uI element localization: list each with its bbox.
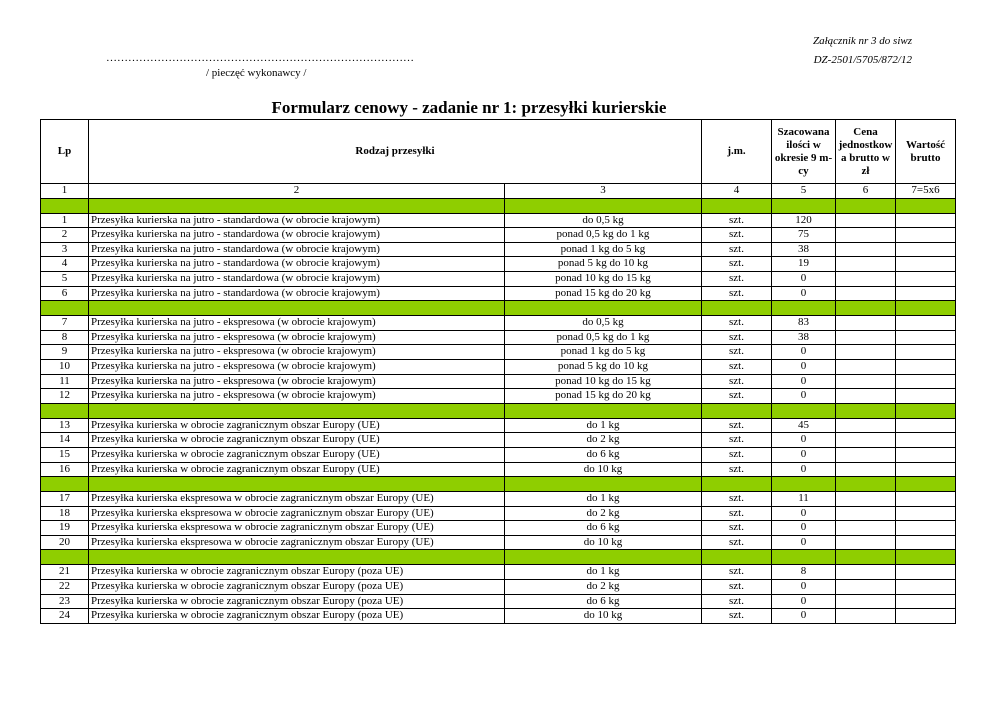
row-shipment-type: Przesyłka kurierska w obrocie zagranicznym obszar Europy (UE) — [89, 433, 505, 448]
separator-cell — [836, 403, 896, 418]
separator-cell — [505, 198, 702, 213]
row-shipment-type: Przesyłka kurierska w obrocie zagranicznym obszar Europy (poza UE) — [89, 594, 505, 609]
table-row — [41, 594, 956, 609]
separator-cell — [772, 301, 836, 316]
row-weight-range: ponad 0,5 kg do 1 kg — [505, 330, 702, 345]
row-unit-price-input[interactable] — [836, 389, 896, 404]
row-lp: 4 — [41, 257, 89, 272]
row-lp: 1 — [41, 213, 89, 228]
separator-cell — [702, 550, 772, 565]
row-unit: szt. — [702, 213, 772, 228]
table-row — [41, 609, 956, 624]
separator-cell — [896, 403, 956, 418]
separator-cell — [896, 301, 956, 316]
row-unit-price-input[interactable] — [836, 359, 896, 374]
col-header-jm: j.m. — [702, 120, 772, 184]
row-shipment-type: Przesyłka kurierska na jutro - ekspresowa (w obrocie krajowym) — [89, 389, 505, 404]
row-unit: szt. — [702, 374, 772, 389]
row-shipment-type: Przesyłka kurierska ekspresowa w obrocie zagranicznym obszar Europy (UE) — [89, 492, 505, 507]
col-number: 2 — [89, 184, 505, 199]
separator-cell — [505, 403, 702, 418]
row-shipment-type: Przesyłka kurierska na jutro - ekspresowa (w obrocie krajowym) — [89, 330, 505, 345]
table-row — [41, 447, 956, 462]
row-lp: 5 — [41, 271, 89, 286]
row-total-value-input[interactable] — [896, 580, 956, 595]
col-number: 6 — [836, 184, 896, 199]
row-estimated-qty: 45 — [772, 418, 836, 433]
row-unit: szt. — [702, 492, 772, 507]
row-estimated-qty: 0 — [772, 609, 836, 624]
row-unit: szt. — [702, 506, 772, 521]
case-number: DZ-2501/5705/872/12 — [813, 54, 912, 66]
row-total-value-input[interactable] — [896, 286, 956, 301]
row-shipment-type: Przesyłka kurierska na jutro - standardowa (w obrocie krajowym) — [89, 242, 505, 257]
separator-cell — [41, 403, 89, 418]
row-unit-price-input[interactable] — [836, 492, 896, 507]
row-weight-range: ponad 10 kg do 15 kg — [505, 271, 702, 286]
table-row — [41, 506, 956, 521]
row-shipment-type: Przesyłka kurierska w obrocie zagranicznym obszar Europy (UE) — [89, 447, 505, 462]
price-form-table — [40, 119, 956, 624]
separator-cell — [702, 301, 772, 316]
table-row — [41, 316, 956, 331]
row-unit: szt. — [702, 565, 772, 580]
row-total-value-input[interactable] — [896, 359, 956, 374]
group-separator-row — [41, 477, 956, 492]
row-unit: szt. — [702, 594, 772, 609]
row-total-value-input[interactable] — [896, 535, 956, 550]
table-row — [41, 228, 956, 243]
row-lp: 3 — [41, 242, 89, 257]
row-lp: 24 — [41, 609, 89, 624]
group-separator-row — [41, 550, 956, 565]
row-lp: 10 — [41, 359, 89, 374]
col-header-lp: Lp — [41, 120, 89, 184]
group-separator-row — [41, 198, 956, 213]
separator-cell — [836, 550, 896, 565]
row-weight-range: ponad 5 kg do 10 kg — [505, 359, 702, 374]
table-row — [41, 580, 956, 595]
row-total-value-input[interactable] — [896, 257, 956, 272]
row-estimated-qty: 19 — [772, 257, 836, 272]
separator-cell — [41, 477, 89, 492]
row-unit-price-input[interactable] — [836, 286, 896, 301]
row-unit: szt. — [702, 286, 772, 301]
row-weight-range: do 1 kg — [505, 418, 702, 433]
separator-cell — [772, 550, 836, 565]
col-number: 4 — [702, 184, 772, 199]
row-shipment-type: Przesyłka kurierska na jutro - ekspresowa (w obrocie krajowym) — [89, 359, 505, 374]
row-estimated-qty: 0 — [772, 594, 836, 609]
row-total-value-input[interactable] — [896, 242, 956, 257]
row-total-value-input[interactable] — [896, 506, 956, 521]
separator-cell — [505, 550, 702, 565]
row-weight-range: do 2 kg — [505, 580, 702, 595]
table-row — [41, 418, 956, 433]
row-weight-range: do 1 kg — [505, 492, 702, 507]
separator-cell — [896, 477, 956, 492]
row-shipment-type: Przesyłka kurierska w obrocie zagranicznym obszar Europy (poza UE) — [89, 580, 505, 595]
row-shipment-type: Przesyłka kurierska na jutro - ekspresowa (w obrocie krajowym) — [89, 374, 505, 389]
separator-cell — [41, 198, 89, 213]
group-separator-row — [41, 403, 956, 418]
row-estimated-qty: 83 — [772, 316, 836, 331]
row-weight-range: ponad 5 kg do 10 kg — [505, 257, 702, 272]
table-row — [41, 462, 956, 477]
row-weight-range: do 2 kg — [505, 506, 702, 521]
row-unit-price-input[interactable] — [836, 418, 896, 433]
row-estimated-qty: 0 — [772, 447, 836, 462]
row-unit: szt. — [702, 228, 772, 243]
row-unit: szt. — [702, 447, 772, 462]
row-lp: 11 — [41, 374, 89, 389]
row-estimated-qty: 0 — [772, 580, 836, 595]
row-shipment-type: Przesyłka kurierska na jutro - standardowa (w obrocie krajowym) — [89, 271, 505, 286]
row-weight-range: do 0,5 kg — [505, 316, 702, 331]
row-weight-range: do 0,5 kg — [505, 213, 702, 228]
separator-cell — [89, 198, 505, 213]
row-lp: 12 — [41, 389, 89, 404]
row-lp: 14 — [41, 433, 89, 448]
row-shipment-type: Przesyłka kurierska na jutro - standardowa (w obrocie krajowym) — [89, 286, 505, 301]
row-weight-range: do 6 kg — [505, 594, 702, 609]
row-unit: szt. — [702, 535, 772, 550]
row-weight-range: do 10 kg — [505, 462, 702, 477]
row-estimated-qty: 38 — [772, 330, 836, 345]
separator-cell — [89, 550, 505, 565]
row-unit-price-input[interactable] — [836, 506, 896, 521]
row-unit: szt. — [702, 316, 772, 331]
row-unit: szt. — [702, 359, 772, 374]
row-unit-price-input[interactable] — [836, 565, 896, 580]
row-unit: szt. — [702, 345, 772, 360]
contractor-stamp-label: / pieczęć wykonawcy / — [206, 67, 307, 79]
row-estimated-qty: 0 — [772, 271, 836, 286]
row-lp: 15 — [41, 447, 89, 462]
row-estimated-qty: 0 — [772, 345, 836, 360]
row-estimated-qty: 0 — [772, 359, 836, 374]
col-number: 7=5x6 — [896, 184, 956, 199]
row-lp: 7 — [41, 316, 89, 331]
row-shipment-type: Przesyłka kurierska ekspresowa w obrocie zagranicznym obszar Europy (UE) — [89, 535, 505, 550]
row-lp: 9 — [41, 345, 89, 360]
row-estimated-qty: 0 — [772, 506, 836, 521]
row-weight-range: ponad 1 kg do 5 kg — [505, 345, 702, 360]
row-lp: 13 — [41, 418, 89, 433]
table-row — [41, 433, 956, 448]
row-unit-price-input[interactable] — [836, 433, 896, 448]
row-total-value-input[interactable] — [896, 345, 956, 360]
row-estimated-qty: 0 — [772, 433, 836, 448]
table-row — [41, 242, 956, 257]
row-shipment-type: Przesyłka kurierska ekspresowa w obrocie zagranicznym obszar Europy (UE) — [89, 521, 505, 536]
row-unit-price-input[interactable] — [836, 242, 896, 257]
separator-cell — [505, 301, 702, 316]
separator-cell — [896, 198, 956, 213]
row-unit-price-input[interactable] — [836, 462, 896, 477]
row-unit: szt. — [702, 462, 772, 477]
row-lp: 22 — [41, 580, 89, 595]
row-unit-price-input[interactable] — [836, 447, 896, 462]
separator-cell — [41, 550, 89, 565]
row-total-value-input[interactable] — [896, 213, 956, 228]
col-header-total-value: Wartość brutto — [896, 120, 956, 184]
row-estimated-qty: 8 — [772, 565, 836, 580]
row-unit-price-input[interactable] — [836, 535, 896, 550]
row-total-value-input[interactable] — [896, 609, 956, 624]
row-weight-range: ponad 15 kg do 20 kg — [505, 389, 702, 404]
row-unit: szt. — [702, 580, 772, 595]
row-total-value-input[interactable] — [896, 462, 956, 477]
row-total-value-input[interactable] — [896, 565, 956, 580]
row-unit: szt. — [702, 433, 772, 448]
row-weight-range: do 10 kg — [505, 609, 702, 624]
row-unit: szt. — [702, 521, 772, 536]
separator-cell — [772, 198, 836, 213]
separator-cell — [702, 198, 772, 213]
attachment-reference: Załącznik nr 3 do siwz — [812, 35, 912, 47]
row-total-value-input[interactable] — [896, 316, 956, 331]
row-unit-price-input[interactable] — [836, 330, 896, 345]
row-total-value-input[interactable] — [896, 418, 956, 433]
row-weight-range: do 2 kg — [505, 433, 702, 448]
col-number: 1 — [41, 184, 89, 199]
row-lp: 20 — [41, 535, 89, 550]
row-total-value-input[interactable] — [896, 433, 956, 448]
table-row — [41, 492, 956, 507]
row-estimated-qty: 0 — [772, 521, 836, 536]
col-header-estimated-qty: Szacowana ilości w okresie 9 m-cy — [772, 120, 836, 184]
row-estimated-qty: 0 — [772, 374, 836, 389]
row-total-value-input[interactable] — [896, 271, 956, 286]
page-title: Formularz cenowy - zadanie nr 1: przesyłki kurierskie — [271, 98, 667, 117]
row-weight-range: ponad 1 kg do 5 kg — [505, 242, 702, 257]
separator-cell — [702, 403, 772, 418]
separator-cell — [836, 301, 896, 316]
row-shipment-type: Przesyłka kurierska ekspresowa w obrocie zagranicznym obszar Europy (UE) — [89, 506, 505, 521]
col-number: 3 — [505, 184, 702, 199]
row-unit-price-input[interactable] — [836, 271, 896, 286]
table-row — [41, 521, 956, 536]
row-weight-range: ponad 10 kg do 15 kg — [505, 374, 702, 389]
separator-cell — [836, 198, 896, 213]
row-weight-range: do 1 kg — [505, 565, 702, 580]
separator-cell — [772, 477, 836, 492]
row-lp: 8 — [41, 330, 89, 345]
table-body — [41, 198, 956, 623]
row-unit-price-input[interactable] — [836, 228, 896, 243]
row-unit: szt. — [702, 330, 772, 345]
row-total-value-input[interactable] — [896, 228, 956, 243]
group-separator-row — [41, 301, 956, 316]
row-lp: 19 — [41, 521, 89, 536]
table-row — [41, 345, 956, 360]
row-lp: 17 — [41, 492, 89, 507]
row-total-value-input[interactable] — [896, 521, 956, 536]
row-unit-price-input[interactable] — [836, 316, 896, 331]
table-row — [41, 389, 956, 404]
row-unit: szt. — [702, 242, 772, 257]
row-unit-price-input[interactable] — [836, 580, 896, 595]
row-unit-price-input[interactable] — [836, 521, 896, 536]
separator-cell — [836, 477, 896, 492]
separator-cell — [772, 403, 836, 418]
column-numbering-row — [41, 184, 956, 199]
table-row — [41, 565, 956, 580]
row-weight-range: ponad 15 kg do 20 kg — [505, 286, 702, 301]
row-estimated-qty: 0 — [772, 286, 836, 301]
table-row — [41, 257, 956, 272]
row-unit: szt. — [702, 609, 772, 624]
separator-cell — [89, 477, 505, 492]
stamp-dotted-line: ………………………………………………………………………… — [106, 52, 414, 64]
col-number: 5 — [772, 184, 836, 199]
row-weight-range: do 6 kg — [505, 447, 702, 462]
separator-cell — [41, 301, 89, 316]
row-weight-range: do 6 kg — [505, 521, 702, 536]
table-header-row — [41, 120, 956, 184]
row-shipment-type: Przesyłka kurierska na jutro - ekspresowa (w obrocie krajowym) — [89, 316, 505, 331]
row-weight-range: ponad 0,5 kg do 1 kg — [505, 228, 702, 243]
row-lp: 2 — [41, 228, 89, 243]
row-unit-price-input[interactable] — [836, 345, 896, 360]
row-shipment-type: Przesyłka kurierska na jutro - ekspresowa (w obrocie krajowym) — [89, 345, 505, 360]
row-unit: szt. — [702, 271, 772, 286]
row-estimated-qty: 120 — [772, 213, 836, 228]
row-total-value-input[interactable] — [896, 330, 956, 345]
row-unit-price-input[interactable] — [836, 594, 896, 609]
row-shipment-type: Przesyłka kurierska na jutro - standardowa (w obrocie krajowym) — [89, 228, 505, 243]
row-estimated-qty: 0 — [772, 462, 836, 477]
table-row — [41, 535, 956, 550]
row-shipment-type: Przesyłka kurierska na jutro - standardowa (w obrocie krajowym) — [89, 213, 505, 228]
row-estimated-qty: 0 — [772, 389, 836, 404]
row-estimated-qty: 11 — [772, 492, 836, 507]
row-total-value-input[interactable] — [896, 594, 956, 609]
table-row — [41, 359, 956, 374]
row-unit-price-input[interactable] — [836, 213, 896, 228]
row-unit-price-input[interactable] — [836, 609, 896, 624]
row-estimated-qty: 75 — [772, 228, 836, 243]
row-lp: 21 — [41, 565, 89, 580]
separator-cell — [505, 477, 702, 492]
separator-cell — [702, 477, 772, 492]
row-total-value-input[interactable] — [896, 389, 956, 404]
separator-cell — [896, 550, 956, 565]
separator-cell — [89, 301, 505, 316]
row-weight-range: do 10 kg — [505, 535, 702, 550]
separator-cell — [89, 403, 505, 418]
row-unit-price-input[interactable] — [836, 257, 896, 272]
row-unit: szt. — [702, 418, 772, 433]
table-row — [41, 286, 956, 301]
table-row — [41, 330, 956, 345]
row-unit: szt. — [702, 389, 772, 404]
row-shipment-type: Przesyłka kurierska na jutro - standardowa (w obrocie krajowym) — [89, 257, 505, 272]
row-lp: 18 — [41, 506, 89, 521]
row-total-value-input[interactable] — [896, 492, 956, 507]
row-shipment-type: Przesyłka kurierska w obrocie zagranicznym obszar Europy (UE) — [89, 462, 505, 477]
table-row — [41, 213, 956, 228]
row-estimated-qty: 0 — [772, 535, 836, 550]
row-unit-price-input[interactable] — [836, 374, 896, 389]
table-row — [41, 374, 956, 389]
row-total-value-input[interactable] — [896, 447, 956, 462]
row-shipment-type: Przesyłka kurierska w obrocie zagranicznym obszar Europy (poza UE) — [89, 609, 505, 624]
row-lp: 23 — [41, 594, 89, 609]
table-row — [41, 271, 956, 286]
row-shipment-type: Przesyłka kurierska w obrocie zagranicznym obszar Europy (poza UE) — [89, 565, 505, 580]
row-unit: szt. — [702, 257, 772, 272]
col-header-rodzaj: Rodzaj przesyłki — [89, 120, 702, 184]
col-header-unit-price: Cena jednostkow a brutto w zł — [836, 120, 896, 184]
row-lp: 16 — [41, 462, 89, 477]
row-estimated-qty: 38 — [772, 242, 836, 257]
row-shipment-type: Przesyłka kurierska w obrocie zagranicznym obszar Europy (UE) — [89, 418, 505, 433]
row-total-value-input[interactable] — [896, 374, 956, 389]
row-lp: 6 — [41, 286, 89, 301]
